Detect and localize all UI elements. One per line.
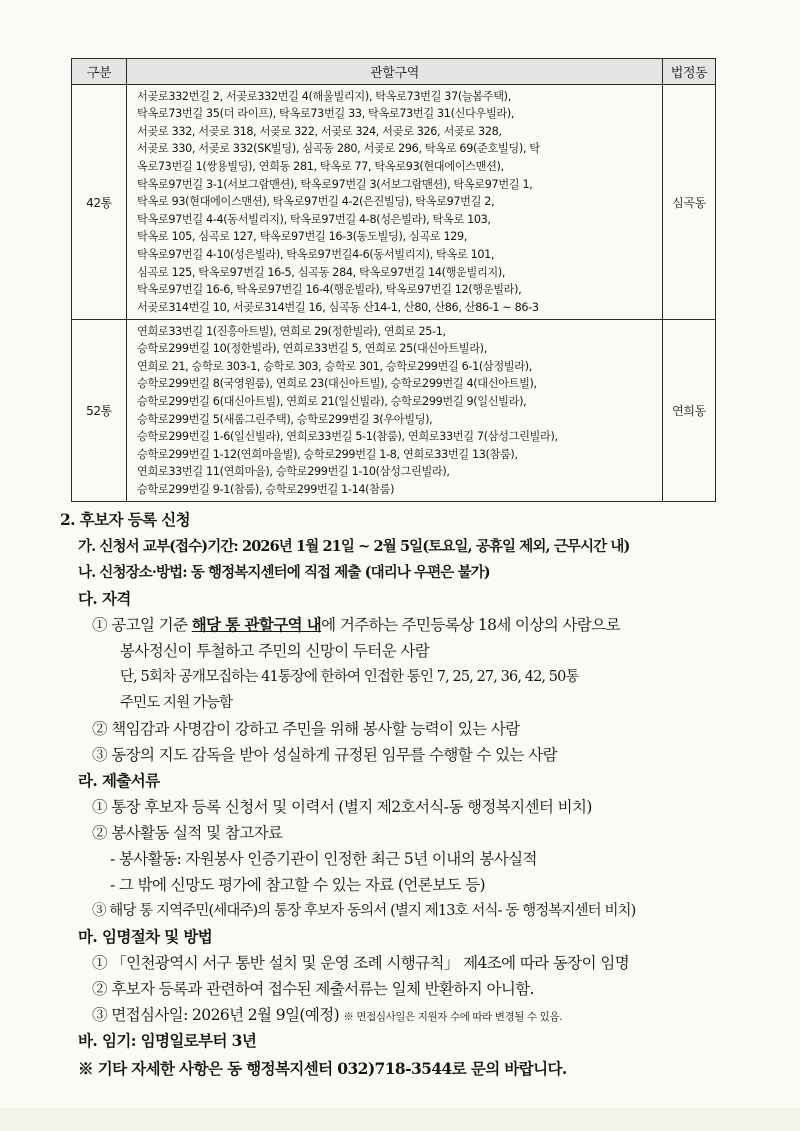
address-line: 탁옥로73번길 35(더 라이프), 탁옥로73번길 33, 탁옥로73번길 31(신다우빌라), — [137, 107, 515, 121]
qualification-1-exception-cont: 주민도 지원 가능함 — [120, 695, 233, 711]
address-line: 연희로33번길 11(연희마을), 승학로299번길 1-10(삼성그린빌라), — [137, 465, 450, 479]
address-line: 연희로 21, 승학로 303-1, 승학로 303, 승학로 301, 승학로299번길 6-1(삼정빌라), — [137, 359, 532, 373]
address-line: 승학로299번길 1-12(연희마을빌), 승학로299번길 1-8, 연희로33번길 13(참룸), — [137, 447, 518, 461]
qualification-1-exception: 단, 5회차 공개모집하는 41통장에 한하여 인접한 통인 7, 25, 27, 36, 42, 50통 — [120, 669, 579, 685]
tong-number: 52통 — [72, 320, 127, 502]
jurisdiction-cell — [127, 85, 663, 320]
qualification-1-underlined: 해당 통 관할구역 내 — [191, 615, 322, 634]
qualification-2: ② 책임감과 사명감이 강하고 주민을 위해 봉사할 능력이 있는 사람 — [92, 720, 520, 738]
address-line: 승학로299번길 8(국영원룸), 연희로 23(대신아트빌), 승학로299번길 4(대신아트빌), — [137, 377, 537, 391]
qualification-1-text: ① 공고일 기준 — [92, 616, 192, 634]
address-line: 탁옥로97번길 4-4(동서빌리지), 탁옥로97번길 4-8(성은빌라), 탁옥로 103, — [137, 212, 491, 226]
item-ma-procedure: 마. 임명절차 및 방법 — [78, 927, 213, 946]
header-legal-dong: 법정동 — [663, 59, 716, 85]
qualification-1-rest: 에 거주하는 주민등록상 18세 이상의 사람으로 — [321, 616, 620, 634]
qualification-1-continued: 봉사정신이 투철하고 주민의 신망이 두터운 사람 — [120, 642, 430, 660]
page-bottom-edge — [0, 1108, 800, 1131]
legal-dong: 심곡동 — [663, 85, 716, 320]
address-line: 연희로33번길 1(진흥아트빌), 연희로 29(정한빌라), 연희로 25-1, — [137, 324, 446, 338]
item-na-place: 나. 신청장소·방법: 동 행정복지센터에 직접 제출 (대리나 우편은 불가) — [78, 564, 490, 581]
document-1: ① 통장 후보자 등록 신청서 및 이력서 (별지 제2호서식-동 행정복지센터 비치) — [92, 798, 592, 816]
jurisdiction-table — [71, 58, 716, 502]
address-line: 서곶로314번길 10, 서곶로314번길 16, 심곡동 산14-1, 산80, 산86, 산86-1 ~ 86-3 — [137, 300, 539, 314]
address-line: 승학로299번길 6(대신아트빌), 연희로 21(일신빌라), 승학로299번길 9(일신빌라), — [137, 394, 527, 408]
procedure-1: ① 「인천광역시 서구 통반 설치 및 운영 조례 시행규칙」 제4조에 따라 동장이 임명 — [92, 954, 630, 972]
address-line: 탁옥로97번길 3-1(서보그람맨션), 탁옥로97번길 3(서보그람맨션), 탁옥로97번길 1, — [137, 177, 533, 191]
qualification-1 — [92, 613, 620, 635]
procedure-2: ② 후보자 등록과 관련하여 접수된 제출서류는 일체 반환하지 아니함. — [92, 980, 534, 998]
address-line: 서곶로 330, 서곶로 332(SK빌딩), 심곡동 280, 서곶로 296, 탁옥로 69(준호빌딩), 탁 — [137, 142, 540, 156]
jurisdiction-cell — [127, 320, 663, 502]
contact-footer: ※ 기타 자세한 사항은 동 행정복지센터 032)718-3544로 문의 바랍니다. — [78, 1059, 567, 1078]
item-ga-period: 가. 신청서 교부(접수)기간: 2026년 1월 21일 ~ 2월 5일(토요일, 공휴일 제외, 근무시간 내) — [78, 538, 630, 555]
address-line: 서곶로 332, 서곶로 318, 서곶로 322, 서곶로 324, 서곶로 326, 서곶로 328, — [137, 124, 502, 138]
item-ba-term: 바. 임기: 임명일로부터 3년 — [78, 1031, 257, 1050]
procedure-3 — [92, 1003, 562, 1025]
address-line: 승학로299번길 9-1(참룸), 승학로299번길 1-14(참룸) — [137, 482, 395, 496]
document-2-volunteer: - 봉사활동: 자원봉사 인증기관이 인정한 최근 5년 이내의 봉사실적 — [110, 850, 537, 868]
item-ra-documents: 라. 제출서류 — [78, 771, 160, 790]
address-line: 옥로73번길 1(쌍용빌딩), 연희동 281, 탁옥로 77, 탁옥로93(현대에이스맨션), — [137, 160, 504, 174]
table-row — [72, 85, 716, 320]
address-line: 승학로299번길 1-6(일신빌라), 연희로33번길 5-1(참룸), 연희로33번길 7(삼성그린빌라), — [137, 430, 558, 444]
tong-number: 42통 — [72, 85, 127, 320]
address-line: 승학로299번길 10(정한빌라), 연희로33번길 5, 연희로 25(대신아트빌라), — [137, 342, 487, 356]
item-da-qualification: 다. 자격 — [78, 589, 131, 608]
address-line: 승학로299번길 5(새롬그린주택), 승학로299번길 3(우아빌딩), — [137, 412, 433, 426]
document-3: ③ 해당 통 지역주민(세대주)의 통장 후보자 동의서 (별지 제13호 서식- 동 행정복지센터 비치) — [92, 903, 636, 919]
section-title: 2. 후보자 등록 신청 — [60, 510, 190, 529]
legal-dong: 연희동 — [663, 320, 716, 502]
header-jurisdiction: 관할구역 — [127, 59, 663, 85]
address-line: 탁옥로97번길 4-10(성은빌라), 탁옥로97번길4-6(동서빌리지), 탁옥로 101, — [137, 247, 495, 261]
document-2-other: - 그 밖에 신망도 평가에 참고할 수 있는 자료 (언론보도 등) — [110, 876, 486, 894]
address-line: 심곡로 125, 탁옥로97번길 16-5, 심곡동 284, 탁옥로97번길 14(행운빌리지), — [137, 265, 506, 279]
document-2: ② 봉사활동 실적 및 참고자료 — [92, 824, 283, 842]
header-category: 구분 — [72, 59, 127, 85]
address-line: 탁옥로 93(현대에이스맨션), 탁옥로97번길 4-2(은진빌딩), 탁옥로97번길 2, — [137, 195, 495, 209]
interview-date-note: ※ 면접심사일은 지원자 수에 따라 변경될 수 있음. — [343, 1011, 563, 1023]
address-line: 탁옥로 105, 심곡로 127, 탁옥로97번길 16-3(동도빌딩), 심곡로 129, — [137, 230, 467, 244]
table-row — [72, 320, 716, 502]
table-header-row — [72, 59, 716, 85]
address-line: 탁옥로97번길 16-6, 탁옥로97번길 16-4(행운빌라), 탁옥로97번길 12(행운빌라), — [137, 283, 522, 297]
qualification-3: ③ 동장의 지도 감독을 받아 성실하게 규정된 임무를 수행할 수 있는 사람 — [92, 746, 557, 764]
interview-date: ③ 면접심사일: 2026년 2월 9일(예정) — [92, 1006, 340, 1024]
address-line: 서곶로332번길 2, 서곶로332번길 4(해울빌리지), 탁옥로73번길 37(늘봄주택), — [137, 89, 511, 103]
